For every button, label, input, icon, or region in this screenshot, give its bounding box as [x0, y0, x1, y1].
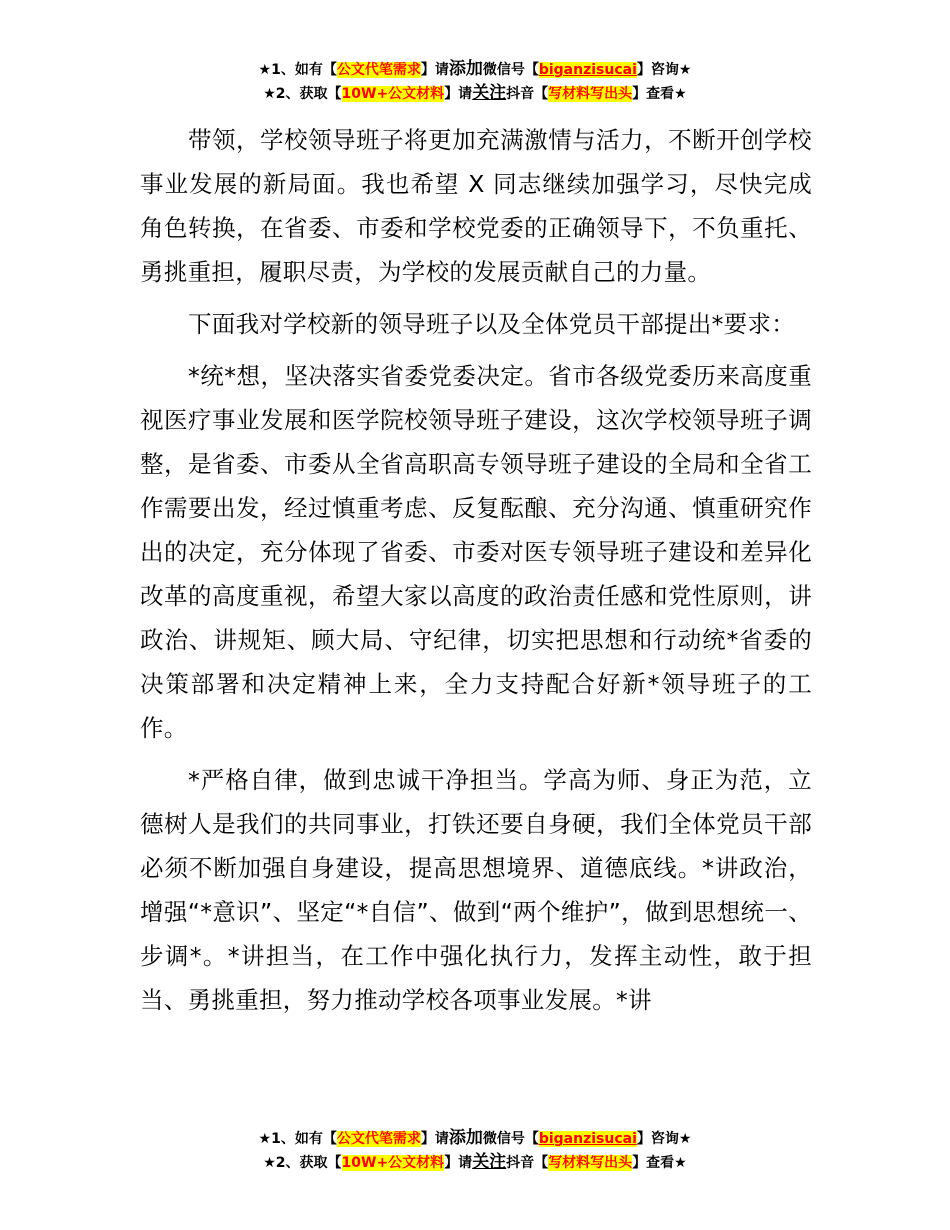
header-line-1-prefix: ★1、如有【 — [258, 62, 337, 78]
header-line-1-text: 】请 — [420, 62, 449, 78]
footer-line-1-text: 】请 — [420, 1131, 449, 1147]
footer-line-1-suffix: 】咨询★ — [636, 1131, 692, 1147]
paragraph-1: 带领，学校领导班子将更加充满激情与活力，不断开创学校事业发展的新局面。我也希望 X 同志继续加强学习，尽快完成角色转换，在省委、市委和学校党委的正确领导下，不负重托、勇挑重担，履职尽责，为学校的发展贡献自己的力量。 — [140, 126, 812, 286]
footer-line-2-prefix: ★2、获取【 — [263, 1155, 342, 1171]
footer-wechat-id: biganzisucai — [538, 1131, 637, 1147]
header-line-2-prefix: ★2、获取【 — [263, 86, 342, 102]
header-wechat-id: biganzisucai — [538, 62, 637, 78]
header-line-2-emphasis: 关注 — [472, 83, 507, 103]
footer-line-1 — [0, 1127, 950, 1151]
footer-line-1-text-2: 微信号【 — [482, 1131, 539, 1147]
footer-line-1-prefix: ★1、如有【 — [258, 1131, 337, 1147]
paragraph-3: *统*想，坚决落实省委党委决定。省市各级党委历来高度重视医疗事业发展和医学院校领导班子建设，这次学校领导班子调整，是省委、市委从全省高职高专领导班子建设的全局和全省工作需要出发，经过慎重考虑、反复酝酿、充分沟通、慎重研究作出的决定，充分体现了省委、市委对医专领导班子建设和差异化改革的高度重视，希望大家以高度的政治责任感和党性原则，讲政治、讲规矩、顾大局、守纪律，切实把思想和行动统*省委的决策部署和决定精神上来，全力支持配合好新*领导班子的工作。 — [140, 362, 812, 742]
header-line-1-highlight-service: 公文代笔需求 — [336, 62, 421, 78]
footer-line-2-emphasis: 关注 — [472, 1152, 507, 1172]
footer-line-2 — [0, 1151, 950, 1175]
paragraph-2: 下面我对学校新的领导班子以及全体党员干部提出*要求： — [188, 310, 796, 338]
footer-banner — [0, 1127, 950, 1175]
footer-line-2-suffix: 】查看★ — [632, 1155, 687, 1171]
footer-douyin-account: 写材料写出头 — [548, 1155, 633, 1171]
header-line-1-suffix: 】咨询★ — [636, 62, 692, 78]
header-line-2-suffix: 】查看★ — [632, 86, 687, 102]
footer-line-2-highlight-materials: 10W+公文材料 — [341, 1155, 445, 1171]
header-line-1-emphasis: 添加 — [448, 59, 483, 79]
header-line-2-text-2: 抖音【 — [506, 86, 549, 102]
footer-line-2-text-2: 抖音【 — [506, 1155, 549, 1171]
paragraph-4: *严格自律，做到忠诚干净担当。学高为师、身正为范，立德树人是我们的共同事业，打铁还要自身硬，我们全体党员干部必须不断加强自身建设，提高思想境界、道德底线。*讲政治，增强“*意识”、坚定“*自信”、做到“两个维护”，做到思想统一、步调*。*讲担当，在工作中强化执行力，发挥主动性，敢于担当、勇挑重担，努力推动学校各项事业发展。*讲 — [140, 766, 812, 1014]
header-douyin-account: 写材料写出头 — [548, 86, 633, 102]
header-banner — [0, 58, 950, 106]
footer-line-1-highlight-service: 公文代笔需求 — [336, 1131, 421, 1147]
footer-line-1-emphasis: 添加 — [448, 1128, 483, 1148]
header-line-2-highlight-materials: 10W+公文材料 — [341, 86, 445, 102]
header-line-2-text: 】请 — [444, 86, 473, 102]
header-line-1 — [0, 58, 950, 82]
document-body — [140, 118, 812, 1030]
header-line-2 — [0, 82, 950, 106]
footer-line-2-text: 】请 — [444, 1155, 473, 1171]
header-line-1-text-2: 微信号【 — [482, 62, 539, 78]
